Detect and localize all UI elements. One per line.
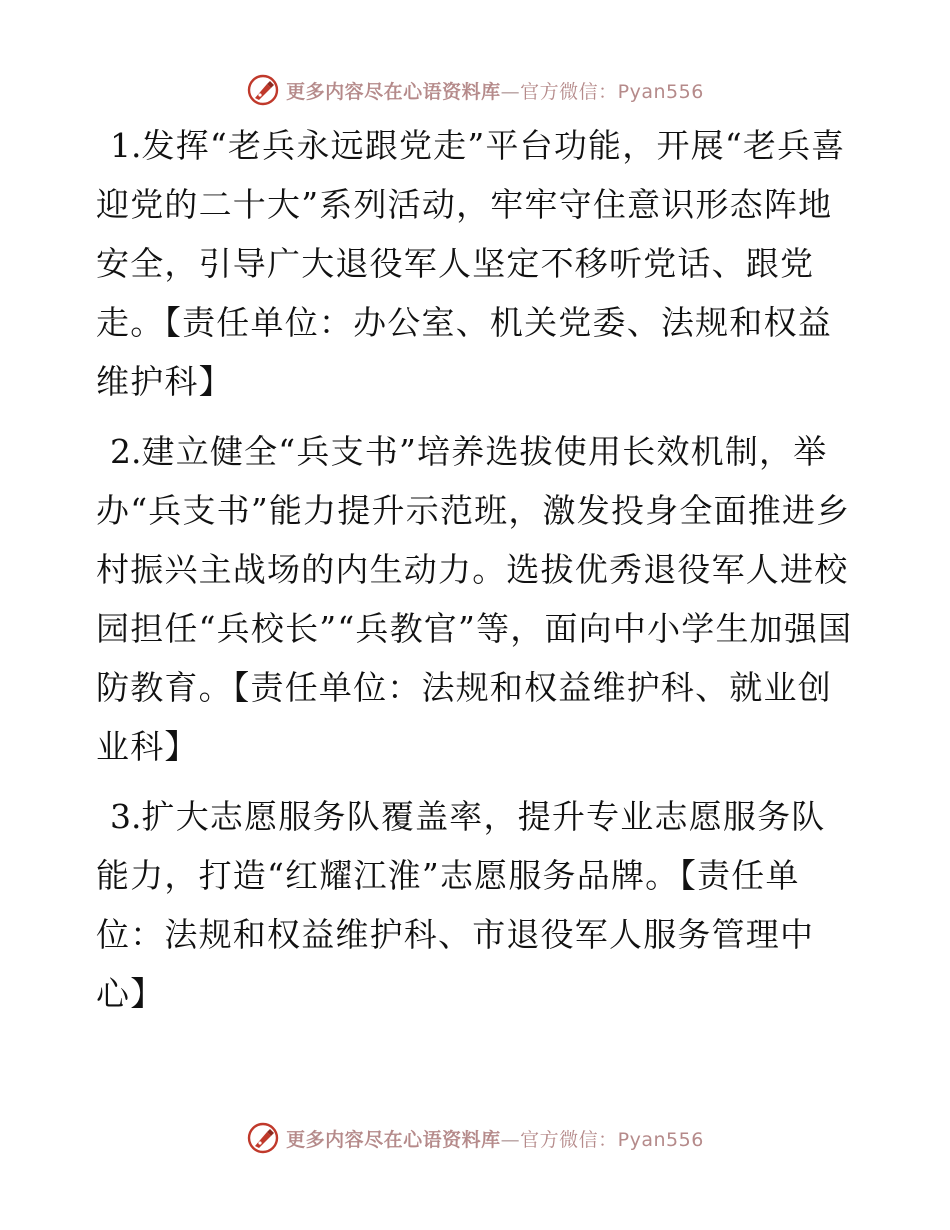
list-item: [96, 116, 856, 411]
footer-banner: [0, 1116, 950, 1160]
item-number: 3.: [110, 797, 142, 836]
footer-separator: —: [500, 1128, 521, 1151]
header-separator: —: [500, 80, 521, 103]
header-banner-text: [286, 77, 704, 104]
pen-nib-logo-icon: [246, 73, 280, 107]
item-number: 2.: [110, 432, 142, 471]
list-item: [96, 787, 856, 1023]
footer-wechat-text: 官方微信：Pyan556: [520, 1128, 704, 1151]
document-body: [96, 116, 856, 1034]
header-promo-text: 更多内容尽在心语资料库: [286, 80, 501, 103]
pen-nib-logo-icon: [246, 1121, 280, 1155]
list-item: [96, 422, 856, 776]
item-text: 发挥“老兵永远跟党走”平台功能，开展“老兵喜迎党的二十大”系列活动，牢牢守住意识形态阵地安全，引导广大退役军人坚定不移听党话、跟党走。【责任单位：办公室、机关党委、法规和权益维护科】: [96, 126, 846, 401]
item-text: 扩大志愿服务队覆盖率，提升专业志愿服务队能力，打造“红耀江淮”志愿服务品牌。【责任单位：法规和权益维护科、市退役军人服务管理中心】: [96, 797, 826, 1013]
footer-banner-text: [286, 1125, 704, 1152]
footer-promo-text: 更多内容尽在心语资料库: [286, 1128, 501, 1151]
header-banner: [0, 68, 950, 112]
item-number: 1.: [110, 126, 142, 165]
item-text: 建立健全“兵支书”培养选拔使用长效机制，举办“兵支书”能力提升示范班，激发投身全面推进乡村振兴主战场的内生动力。选拔优秀退役军人进校园担任“兵校长”“兵教官”等，面向中小学生加强国防教育。【责任单位：法规和权益维护科、就业创业科】: [96, 432, 853, 766]
header-wechat-text: 官方微信：Pyan556: [520, 80, 704, 103]
